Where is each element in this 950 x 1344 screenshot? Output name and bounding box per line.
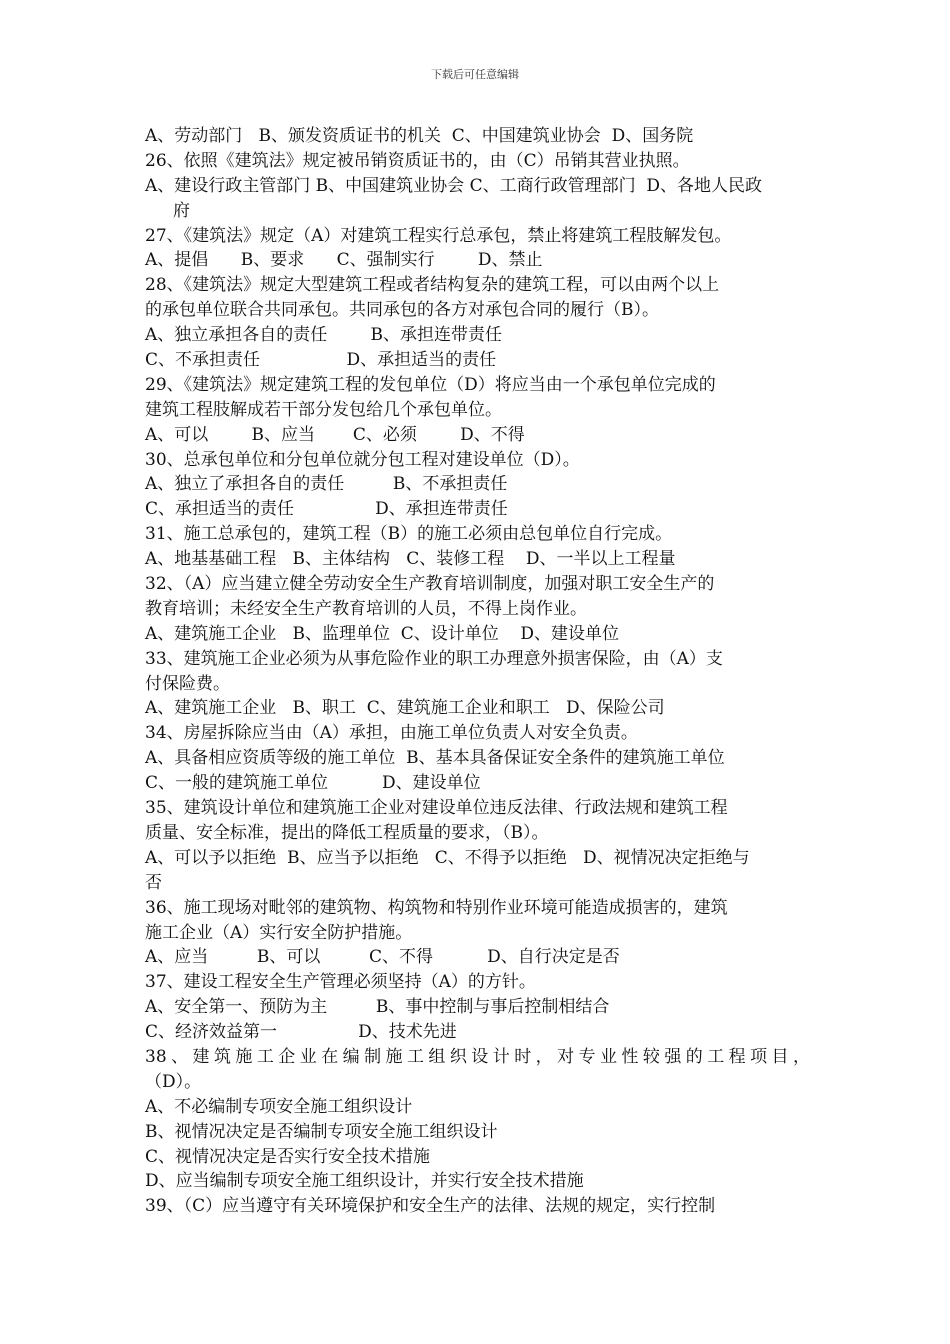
- text-line: （D）。: [145, 1071, 202, 1092]
- text-line: A、独立承担各自的责任 B、承担连带责任: [145, 325, 502, 346]
- text-line: 32、（A）应当建立健全劳动安全生产教育培训制度，加强对职工安全生产的: [145, 574, 715, 595]
- text-line: A、可以 B、应当 C、必须 D、不得: [145, 424, 525, 445]
- page-header: 下载后可任意编辑: [431, 68, 519, 81]
- text-line: A、建筑施工企业 B、监理单位 C、设计单位 D、建设单位: [145, 623, 620, 644]
- text-line: 35、建筑设计单位和建筑施工企业对建设单位违反法律、行政法规和建筑工程: [145, 798, 728, 819]
- text-line: 否: [145, 872, 162, 893]
- text-line: C、经济效益第一 D、技术先进: [145, 1022, 457, 1043]
- text-line: 26、依照《建筑法》规定被吊销资质证书的，由（C）吊销其营业执照。: [145, 150, 690, 171]
- text-line: 31、施工总承包的，建筑工程（B）的施工必须由总包单位自行完成。: [145, 524, 673, 545]
- text-line: 33、建筑施工企业必须为从事危险作业的职工办理意外损害保险，由（A）支: [145, 648, 723, 669]
- text-line: 府: [173, 200, 190, 221]
- text-line: 教育培训；未经安全生产教育培训的人员，不得上岗作业。: [145, 598, 587, 619]
- text-line: A、独立了承担各自的责任 B、不承担责任: [145, 474, 508, 495]
- text-line: A、不必编制专项安全施工组织设计: [145, 1096, 413, 1117]
- text-line: C、一般的建筑施工单位 D、建设单位: [145, 773, 481, 794]
- text-line: C、视情况决定是否实行安全技术措施: [145, 1146, 431, 1167]
- text-line: B、视情况决定是否编制专项安全施工组织设计: [145, 1121, 498, 1142]
- text-line: 质量、安全标准，提出的降低工程质量的要求，（B）。: [145, 822, 549, 843]
- text-line: A、可以予以拒绝 B、应当予以拒绝 C、不得予以拒绝 D、视情况决定拒绝与: [145, 847, 750, 868]
- text-line: A、提倡 B、要求 C、强制实行 D、禁止: [145, 250, 543, 271]
- text-line: 27、《建筑法》规定（A）对建筑工程实行总承包，禁止将建筑工程肢解发包。: [145, 225, 732, 246]
- text-line: A、建设行政主管部门 B、中国建筑业协会 C、工商行政管理部门 D、各地人民政: [145, 175, 763, 196]
- text-line: A、地基基础工程 B、主体结构 C、装修工程 D、一半以上工程量: [145, 549, 676, 570]
- text-line: 34、房屋拆除应当由（A）承担，由施工单位负责人对安全负责。: [145, 723, 638, 744]
- text-line: 38、建筑施工企业在编制施工组织设计时，对专业性较强的工程项目，: [145, 1046, 810, 1067]
- text-line: C、不承担责任 D、承担适当的责任: [145, 350, 497, 371]
- text-line: 付保险费。: [145, 673, 230, 694]
- text-line: 28、《建筑法》规定大型建筑工程或者结构复杂的建筑工程，可以由两个以上: [145, 275, 720, 296]
- text-line: 29、《建筑法》规定建筑工程的发包单位（D）将应当由一个承包单位完成的: [145, 374, 716, 395]
- text-line: 39、（C）应当遵守有关环境保护和安全生产的法律、法规的规定，实行控制: [145, 1196, 716, 1217]
- document-body: [145, 124, 810, 1219]
- text-line: A、建筑施工企业 B、职工 C、建筑施工企业和职工 D、保险公司: [145, 698, 665, 719]
- text-line: 建筑工程肢解成若干部分发包给几个承包单位。: [145, 399, 502, 420]
- text-line: 施工企业（A）实行安全防护措施。: [145, 922, 413, 943]
- text-line: D、应当编制专项安全施工组织设计，并实行安全技术措施: [145, 1171, 584, 1192]
- text-line: A、安全第一、预防为主 B、事中控制与事后控制相结合: [145, 997, 610, 1018]
- text-line: C、承担适当的责任 D、承担连带责任: [145, 499, 508, 520]
- text-line: 30、总承包单位和分包单位就分包工程对建设单位（D）。: [145, 449, 580, 470]
- text-line: 36、施工现场对毗邻的建筑物、构筑物和特别作业环境可能造成损害的，建筑: [145, 897, 728, 918]
- text-line: A、应当 B、可以 C、不得 D、自行决定是否: [145, 947, 620, 968]
- text-line: 的承包单位联合共同承包。共同承包的各方对承包合同的履行（B）。: [145, 300, 659, 321]
- text-line: A、劳动部门 B、颁发资质证书的机关 C、中国建筑业协会 D、国务院: [145, 126, 694, 146]
- text-line: A、具备相应资质等级的施工单位 B、基本具备保证安全条件的建筑施工单位: [145, 748, 725, 769]
- text-line: 37、建设工程安全生产管理必须坚持（A）的方针。: [145, 972, 536, 993]
